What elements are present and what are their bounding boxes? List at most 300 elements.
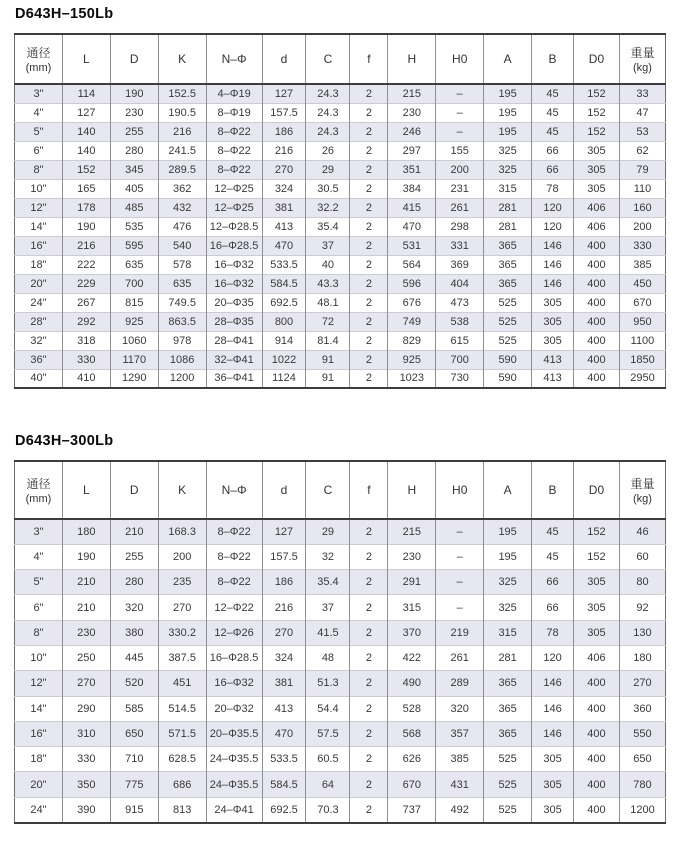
table-cell-bore-mm: 6" [15,141,63,160]
table-cell-N-phi: 16–Φ28.5 [206,645,262,670]
table-cell-H0: 385 [436,747,484,772]
table-cell-H: 470 [388,217,436,236]
table-cell-N-phi: 16–Φ32 [206,274,262,293]
table-cell-N-phi: 32–Φ41 [206,350,262,369]
table-cell-H: 291 [388,570,436,595]
table-row [15,179,666,198]
table-cell-D0: 305 [574,595,620,620]
table-cell-K: 387.5 [158,645,206,670]
table-cell-bore-mm: 10" [15,179,63,198]
table-row [15,595,666,620]
table-cell-weight-kg: 550 [619,721,665,746]
table-cell-K: 152.5 [158,84,206,103]
table-cell-L: 292 [62,312,110,331]
table-cell-weight-kg: 79 [619,160,665,179]
table-cell-K: 451 [158,671,206,696]
column-header-bore-mm [15,461,63,519]
table-cell-B: 45 [532,103,574,122]
table-cell-C: 72 [306,312,350,331]
table-cell-N-phi: 8–Φ19 [206,103,262,122]
spec-table-150lb [14,33,666,389]
table-cell-K: 241.5 [158,141,206,160]
table-cell-N-phi: 24–Φ41 [206,797,262,822]
table-cell-D: 915 [110,797,158,822]
column-header-C [306,34,350,84]
table-row [15,312,666,331]
table-row [15,198,666,217]
table-cell-A: 525 [484,747,532,772]
table-cell-H: 230 [388,103,436,122]
table-cell-f: 2 [350,312,388,331]
table-cell-H0: 357 [436,721,484,746]
table-cell-H0: 219 [436,620,484,645]
column-header-label: N–Φ [221,52,247,66]
table-cell-H: 315 [388,595,436,620]
table-cell-d: 186 [262,122,306,141]
table-cell-weight-kg: 80 [619,570,665,595]
table-cell-A: 325 [484,141,532,160]
table-cell-weight-kg: 1100 [619,331,665,350]
table-cell-L: 210 [62,595,110,620]
table-cell-d: 800 [262,312,306,331]
table-cell-H: 415 [388,198,436,217]
table-cell-K: 216 [158,122,206,141]
table-cell-H: 925 [388,350,436,369]
table-cell-H: 246 [388,122,436,141]
table-cell-H0: 331 [436,236,484,255]
table-cell-N-phi: 16–Φ32 [206,255,262,274]
table-cell-K: 686 [158,772,206,797]
header-row [15,34,666,84]
column-header-label: d [280,52,288,66]
table-row [15,160,666,179]
table-cell-C: 32.2 [306,198,350,217]
table-cell-A: 365 [484,274,532,293]
table-cell-bore-mm: 32" [15,331,63,350]
table-cell-B: 413 [532,369,574,388]
table-cell-d: 186 [262,570,306,595]
table-cell-D0: 305 [574,141,620,160]
table-cell-D: 520 [110,671,158,696]
table-cell-H: 737 [388,797,436,822]
table-cell-K: 578 [158,255,206,274]
column-header-label: B [548,52,557,66]
table-cell-H0: 369 [436,255,484,274]
table-row [15,103,666,122]
table-cell-K: 235 [158,570,206,595]
column-header-label: D [129,483,139,497]
table-cell-weight-kg: 2950 [619,369,665,388]
table-cell-d: 914 [262,331,306,350]
table-cell-D0: 400 [574,255,620,274]
table-cell-d: 324 [262,645,306,670]
table-cell-L: 350 [62,772,110,797]
column-header-label: 通径 [26,46,51,60]
table-cell-D0: 400 [574,312,620,331]
table-cell-H0: 289 [436,671,484,696]
table-cell-D: 485 [110,198,158,217]
table-cell-bore-mm: 16" [15,236,63,255]
table-cell-D0: 305 [574,570,620,595]
table-cell-bore-mm: 18" [15,747,63,772]
column-header-f [350,461,388,519]
table-cell-K: 200 [158,544,206,569]
table-cell-L: 180 [62,519,110,544]
table-cell-C: 37 [306,236,350,255]
table-cell-D0: 400 [574,696,620,721]
table-cell-weight-kg: 950 [619,312,665,331]
table-cell-N-phi: 12–Φ26 [206,620,262,645]
table-cell-A: 195 [484,122,532,141]
table-cell-A: 195 [484,84,532,103]
table-cell-weight-kg: 130 [619,620,665,645]
table-cell-L: 390 [62,797,110,822]
table-cell-D0: 406 [574,198,620,217]
table-cell-f: 2 [350,747,388,772]
table-cell-D: 255 [110,544,158,569]
column-header-K [158,461,206,519]
table-cell-bore-mm: 6" [15,595,63,620]
table-cell-H0: – [436,595,484,620]
table-cell-N-phi: 24–Φ35.5 [206,747,262,772]
column-header-label: f [367,52,371,66]
table-cell-C: 48.1 [306,293,350,312]
table-cell-K: 749.5 [158,293,206,312]
table-section-150lb [14,6,666,389]
table-row [15,331,666,350]
table-cell-L: 140 [62,122,110,141]
column-header-C [306,461,350,519]
column-header-unit: (kg) [633,62,652,74]
table-cell-L: 330 [62,747,110,772]
table-row [15,620,666,645]
table-cell-A: 365 [484,721,532,746]
column-header-D0 [574,34,620,84]
table-cell-D: 320 [110,595,158,620]
column-header-label: L [83,483,90,497]
table-cell-D0: 400 [574,293,620,312]
table-cell-L: 190 [62,544,110,569]
table-cell-A: 325 [484,570,532,595]
table-cell-L: 114 [62,84,110,103]
table-cell-L: 152 [62,160,110,179]
table-cell-H0: 155 [436,141,484,160]
table-cell-D0: 406 [574,217,620,236]
table-row [15,797,666,822]
table-cell-bore-mm: 36" [15,350,63,369]
table-cell-K: 1200 [158,369,206,388]
table-cell-H0: 473 [436,293,484,312]
column-header-unit: (mm) [25,493,52,505]
column-header-label: C [323,52,333,66]
table-cell-A: 195 [484,544,532,569]
table-cell-B: 66 [532,595,574,620]
table-cell-bore-mm: 20" [15,274,63,293]
table-cell-A: 525 [484,772,532,797]
table-cell-C: 24.3 [306,84,350,103]
table-cell-d: 324 [262,179,306,198]
table-cell-H: 528 [388,696,436,721]
table-cell-H: 422 [388,645,436,670]
table-cell-A: 195 [484,519,532,544]
table-cell-C: 24.3 [306,122,350,141]
table-cell-B: 45 [532,519,574,544]
table-row [15,696,666,721]
column-header-H0 [436,34,484,84]
table-cell-f: 2 [350,595,388,620]
table-cell-N-phi: 4–Φ19 [206,84,262,103]
table-cell-D: 445 [110,645,158,670]
table-cell-d: 270 [262,160,306,179]
table-cell-L: 229 [62,274,110,293]
column-header-unit: (mm) [25,62,52,74]
table-cell-D0: 305 [574,620,620,645]
column-header-label: C [323,483,333,497]
table-cell-L: 267 [62,293,110,312]
table-cell-D: 595 [110,236,158,255]
table-cell-f: 2 [350,217,388,236]
table-row [15,671,666,696]
column-header-A [484,461,532,519]
table-cell-H0: – [436,544,484,569]
table-cell-f: 2 [350,331,388,350]
table-cell-bore-mm: 12" [15,671,63,696]
table-cell-K: 168.3 [158,519,206,544]
column-header-label: A [503,52,512,66]
table-cell-L: 190 [62,217,110,236]
table-cell-B: 305 [532,772,574,797]
table-cell-N-phi: 12–Φ28.5 [206,217,262,236]
table-cell-L: 127 [62,103,110,122]
table-cell-f: 2 [350,103,388,122]
table-cell-B: 66 [532,141,574,160]
spec-table-300lb [14,460,666,824]
table-cell-B: 78 [532,620,574,645]
table-cell-H: 829 [388,331,436,350]
table-cell-N-phi: 36–Φ41 [206,369,262,388]
table-row [15,293,666,312]
table-cell-C: 30.5 [306,179,350,198]
table-cell-L: 330 [62,350,110,369]
table-cell-A: 365 [484,236,532,255]
table-cell-L: 250 [62,645,110,670]
table-cell-bore-mm: 5" [15,122,63,141]
table-cell-bore-mm: 10" [15,645,63,670]
table-row [15,544,666,569]
table-cell-H0: – [436,519,484,544]
table-cell-D0: 305 [574,160,620,179]
table-row [15,236,666,255]
table-cell-K: 289.5 [158,160,206,179]
table-cell-K: 628.5 [158,747,206,772]
column-header-label: H [407,483,417,497]
table-cell-L: 178 [62,198,110,217]
table-cell-N-phi: 12–Φ25 [206,179,262,198]
column-header-A [484,34,532,84]
table-cell-C: 54.4 [306,696,350,721]
table-cell-H: 531 [388,236,436,255]
table-cell-bore-mm: 4" [15,544,63,569]
table-cell-N-phi: 16–Φ32 [206,671,262,696]
table-cell-weight-kg: 47 [619,103,665,122]
table-cell-C: 35.4 [306,217,350,236]
table-cell-N-phi: 28–Φ35 [206,312,262,331]
table-cell-K: 863.5 [158,312,206,331]
table-cell-d: 533.5 [262,747,306,772]
table-cell-weight-kg: 180 [619,645,665,670]
table-cell-d: 381 [262,198,306,217]
table-cell-B: 305 [532,312,574,331]
table-cell-L: 310 [62,721,110,746]
table-cell-f: 2 [350,721,388,746]
table-cell-d: 692.5 [262,797,306,822]
table-cell-N-phi: 8–Φ22 [206,519,262,544]
table-cell-B: 413 [532,350,574,369]
table-cell-D: 710 [110,747,158,772]
table-cell-f: 2 [350,797,388,822]
table-cell-K: 476 [158,217,206,236]
table-cell-D0: 305 [574,179,620,198]
table-cell-N-phi: 8–Φ22 [206,544,262,569]
table-cell-D: 230 [110,103,158,122]
table-cell-H: 676 [388,293,436,312]
column-header-label: 通径 [26,477,51,491]
table-cell-d: 1124 [262,369,306,388]
table-cell-weight-kg: 200 [619,217,665,236]
table-cell-H0: 492 [436,797,484,822]
table-cell-bore-mm: 28" [15,312,63,331]
table-cell-D: 650 [110,721,158,746]
column-header-label: H [407,52,417,66]
table-cell-weight-kg: 450 [619,274,665,293]
table-cell-f: 2 [350,671,388,696]
column-header-f [350,34,388,84]
table-cell-H: 297 [388,141,436,160]
column-header-label: N–Φ [221,483,247,497]
table-cell-bore-mm: 18" [15,255,63,274]
table-section-300lb [14,433,666,824]
table-cell-D0: 152 [574,84,620,103]
table-cell-L: 140 [62,141,110,160]
table-cell-B: 146 [532,671,574,696]
table-cell-A: 315 [484,620,532,645]
table-cell-bore-mm: 12" [15,198,63,217]
table-title-300lb: D643H–300Lb [15,433,114,449]
table-cell-K: 514.5 [158,696,206,721]
table-cell-d: 127 [262,84,306,103]
table-cell-L: 270 [62,671,110,696]
column-header-D [110,461,158,519]
table-cell-D: 925 [110,312,158,331]
column-header-B [532,34,574,84]
table-cell-d: 533.5 [262,255,306,274]
table-cell-A: 525 [484,312,532,331]
table-cell-H: 215 [388,519,436,544]
table-cell-D0: 152 [574,103,620,122]
column-header-L [62,461,110,519]
table-row [15,570,666,595]
table-cell-N-phi: 20–Φ35 [206,293,262,312]
table-cell-d: 127 [262,519,306,544]
column-header-N-phi [206,34,262,84]
column-header-label: D [129,52,139,66]
table-cell-C: 43.3 [306,274,350,293]
column-header-label: K [178,52,187,66]
table-cell-H: 564 [388,255,436,274]
table-cell-C: 51.3 [306,671,350,696]
table-cell-H0: – [436,570,484,595]
table-cell-bore-mm: 5" [15,570,63,595]
table-cell-K: 978 [158,331,206,350]
table-cell-D: 775 [110,772,158,797]
column-header-N-phi [206,461,262,519]
table-cell-C: 24.3 [306,103,350,122]
table-cell-D: 280 [110,570,158,595]
table-cell-D0: 400 [574,772,620,797]
table-row [15,369,666,388]
table-cell-H0: 231 [436,179,484,198]
table-cell-B: 66 [532,570,574,595]
table-cell-D: 280 [110,141,158,160]
table-cell-A: 590 [484,350,532,369]
table-cell-H: 230 [388,544,436,569]
table-cell-D0: 400 [574,274,620,293]
table-cell-d: 584.5 [262,274,306,293]
column-header-weight-kg [619,34,665,84]
table-row [15,772,666,797]
table-cell-f: 2 [350,696,388,721]
table-row [15,122,666,141]
table-cell-d: 1022 [262,350,306,369]
table-cell-bore-mm: 40" [15,369,63,388]
table-cell-N-phi: 20–Φ32 [206,696,262,721]
table-cell-L: 210 [62,570,110,595]
table-cell-weight-kg: 1850 [619,350,665,369]
table-cell-H0: 538 [436,312,484,331]
table-cell-d: 470 [262,721,306,746]
table-cell-D: 1060 [110,331,158,350]
table-cell-f: 2 [350,122,388,141]
table-cell-H0: – [436,122,484,141]
table-cell-d: 157.5 [262,103,306,122]
table-cell-A: 590 [484,369,532,388]
table-cell-B: 78 [532,179,574,198]
table-cell-B: 120 [532,198,574,217]
table-cell-bore-mm: 14" [15,696,63,721]
table-cell-L: 222 [62,255,110,274]
table-cell-A: 525 [484,331,532,350]
table-row [15,747,666,772]
column-header-label: H0 [452,483,468,497]
table-cell-K: 813 [158,797,206,822]
table-cell-D0: 406 [574,645,620,670]
table-cell-N-phi: 16–Φ28.5 [206,236,262,255]
table-cell-K: 571.5 [158,721,206,746]
table-cell-C: 57.5 [306,721,350,746]
column-header-label: D0 [588,483,605,497]
column-header-unit: (kg) [633,493,652,505]
table-cell-bore-mm: 8" [15,160,63,179]
table-cell-f: 2 [350,160,388,179]
table-cell-weight-kg: 110 [619,179,665,198]
table-cell-bore-mm: 3" [33,525,44,538]
table-row [15,645,666,670]
table-cell-D: 255 [110,122,158,141]
table-cell-weight-kg: 1200 [619,797,665,822]
table-cell-weight-kg: 270 [619,671,665,696]
table-cell-C: 60.5 [306,747,350,772]
table-row [15,519,666,544]
